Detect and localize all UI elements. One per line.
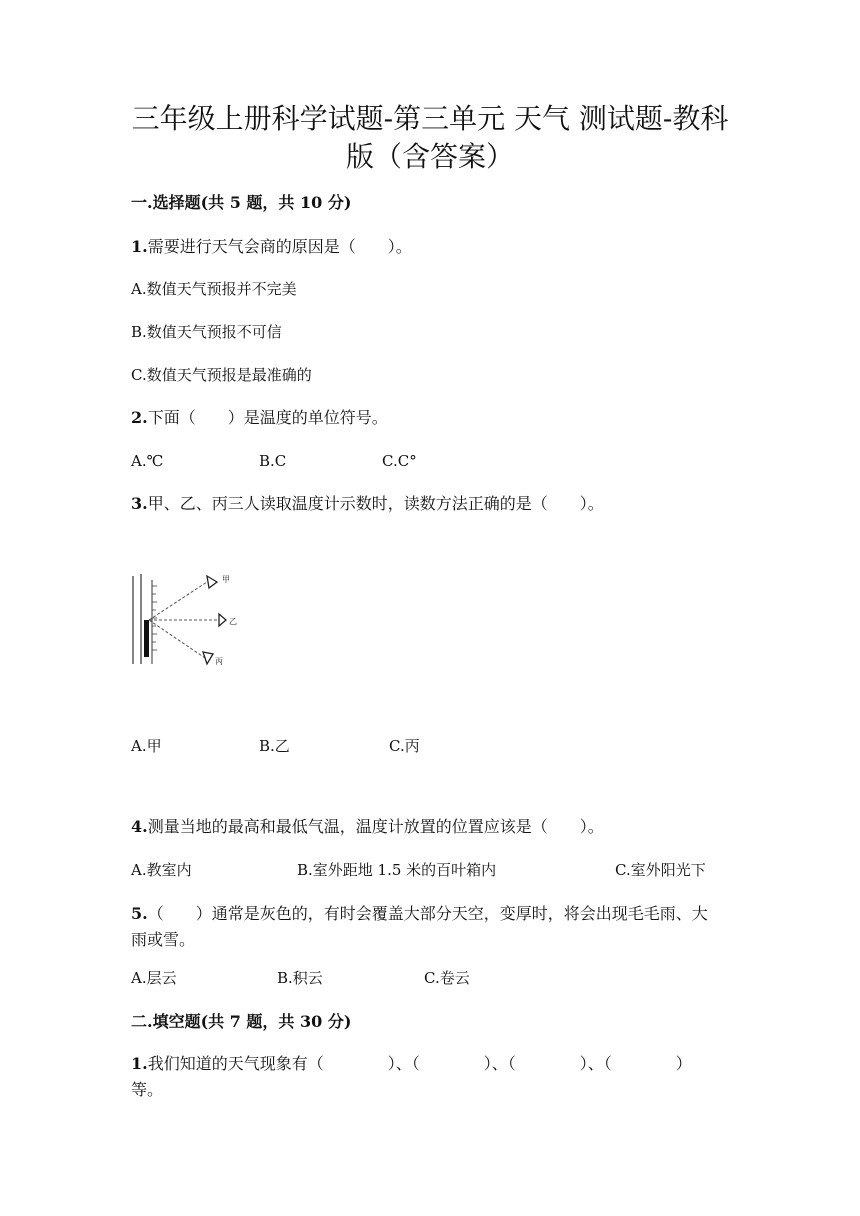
section-heading-choice: 一.选择题(共 5 题，共 10 分)	[131, 193, 352, 212]
option-b: B.C	[259, 452, 287, 470]
option-a: A.℃	[131, 452, 164, 470]
question-number: 1.	[131, 1054, 148, 1073]
option-b: B.乙	[259, 737, 290, 755]
question-number: 2.	[131, 408, 148, 427]
option-c: C.卷云	[424, 969, 470, 987]
question-number: 3.	[131, 494, 148, 513]
option-b: B.数值天气预报不可信	[131, 323, 282, 341]
page-title: 三年级上册科学试题-第三单元 天气 测试题-教科版（含答案）	[131, 102, 729, 173]
figure-label-jia: 甲	[222, 575, 230, 584]
question-4	[131, 814, 731, 840]
question-text: 甲、乙、丙三人读取温度计示数时，读数方法正确的是（ ）。	[147, 494, 604, 513]
question-number: 4.	[131, 817, 148, 836]
question-2	[131, 405, 731, 431]
fill-question-1	[131, 1051, 721, 1103]
question-text: （ ）通常是灰色的，有时会覆盖大部分天空，变厚时，将会出现毛毛雨、大雨或雪。	[131, 904, 708, 949]
question-5	[131, 901, 721, 953]
option-b: B.积云	[277, 969, 323, 987]
figure-label-yi: 乙	[229, 617, 237, 626]
option-a: A.数值天气预报并不完美	[131, 280, 297, 298]
option-c: C.室外阳光下	[615, 861, 706, 879]
option-a: A.教室内	[131, 861, 192, 879]
question-1	[131, 234, 731, 260]
option-a: A.层云	[131, 969, 177, 987]
section-heading-fill: 二.填空题(共 7 题，共 30 分)	[131, 1012, 352, 1031]
option-a: A.甲	[131, 737, 162, 755]
question-text: 我们知道的天气现象有（ ）、（ ）、（ ）、（ ）等。	[131, 1054, 692, 1099]
question-text: 下面（ ）是温度的单位符号。	[147, 408, 388, 427]
option-b: B.室外距地 1.5 米的百叶箱内	[297, 861, 497, 879]
option-c: C.数值天气预报是最准确的	[131, 366, 312, 384]
option-c: C.C°	[382, 452, 417, 470]
question-3	[131, 491, 731, 517]
thermometer-reading-figure	[131, 572, 243, 668]
question-number: 1.	[131, 237, 148, 256]
figure-label-bing: 丙	[215, 657, 223, 666]
question-text: 测量当地的最高和最低气温，温度计放置的位置应该是（ ）。	[147, 817, 604, 836]
question-text: 需要进行天气会商的原因是（ ）。	[147, 237, 412, 256]
question-number: 5.	[131, 904, 148, 923]
option-c: C.丙	[389, 737, 420, 755]
